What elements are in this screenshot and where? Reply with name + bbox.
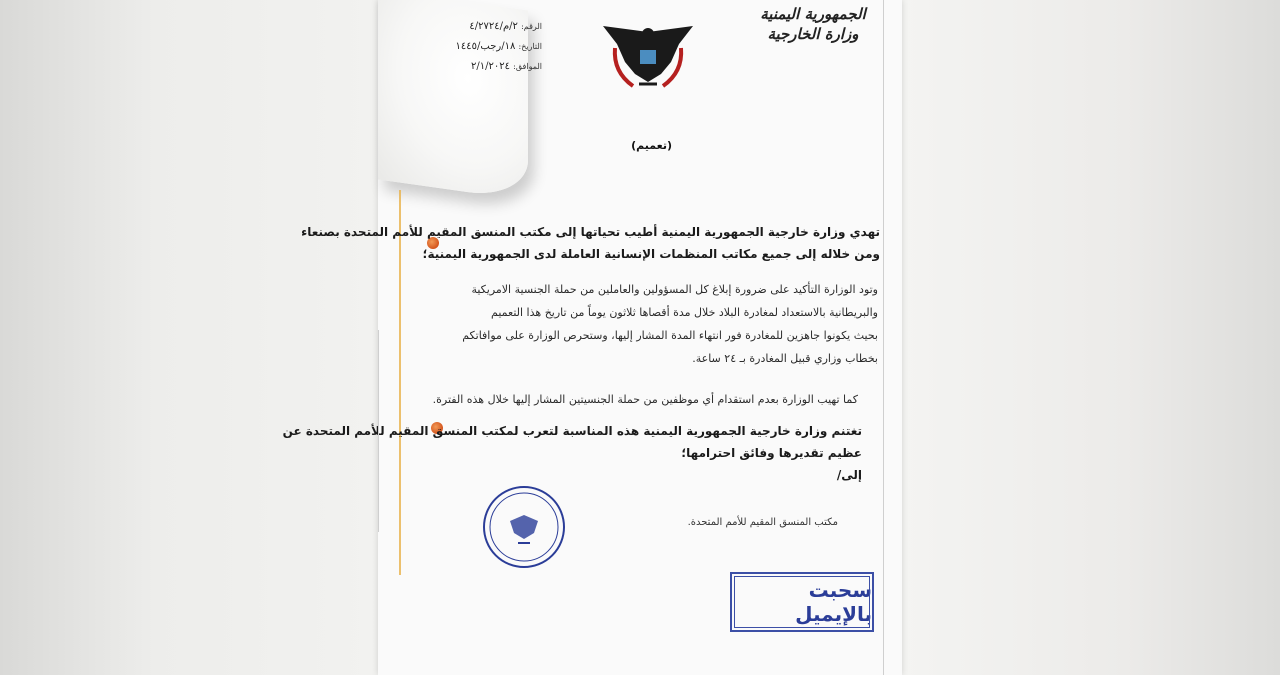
to-label: إلى/ xyxy=(836,468,862,482)
classification-label: (تعميم) xyxy=(631,139,672,152)
ref-date: التاريخ: ١٨/رجب/١٤٤٥ xyxy=(455,41,542,52)
document-page xyxy=(282,0,902,675)
eagle-emblem-icon xyxy=(595,22,701,90)
email-stamp: سحبت بالإيميل xyxy=(730,572,874,632)
intro-paragraph: تهدي وزارة خارجية الجمهورية اليمنية أطيب تحياتها إلى مكتب المنسق المقيم للأمم المتحدة بصنعاء ومن خلاله إلى جميع مكاتب المنظمات الإنسانية العاملة لدى الجمهورية اليمنية؛ xyxy=(301,225,880,261)
recipient: مكتب المنسق المقيم للأمم المتحدة. xyxy=(687,517,838,528)
main-paragraph: وتود الوزارة التأكيد على ضرورة إبلاغ كل المسؤولين والعاملين من حملة الجنسية الامريكية والبريطانية بالاستعداد لمغادرة البلاد خلال مدة أقصاها ثلاثون يوماً من تاريخ هذا التعميم بحيث يكونوا جاهزين للمغادرة فور انتهاء المدة المشار إليها، وستحرص الوزارة على موافاتكم بخطاب وزاري قبيل المغادرة بـ ٢٤ ساعة. xyxy=(462,283,878,365)
closing-paragraph: تغتنم وزارة خارجية الجمهورية اليمنية هذه المناسبة لتعرب لمكتب المنسق المقيم للأمم المتحدة عن عظيم تقديرها وفائق احترامها؛ إلى/ xyxy=(462,420,862,486)
margin-line xyxy=(399,190,401,575)
reference-block xyxy=(422,22,542,82)
extra-paragraph: كما تهيب الوزارة بعدم استقدام أي موظفين من حملة الجنسيتين المشار إليها خلال هذه الفترة. xyxy=(432,393,858,406)
official-seal-icon xyxy=(482,485,566,569)
ministry-header: الجمهورية اليمنية وزارة الخارجية xyxy=(760,5,866,43)
ref-number: الرقم: ٢/م/٤/٢٧٢٤ xyxy=(469,21,542,32)
ref-gregorian-date: الموافق: ٢/١/٢٠٢٤ xyxy=(471,61,542,72)
